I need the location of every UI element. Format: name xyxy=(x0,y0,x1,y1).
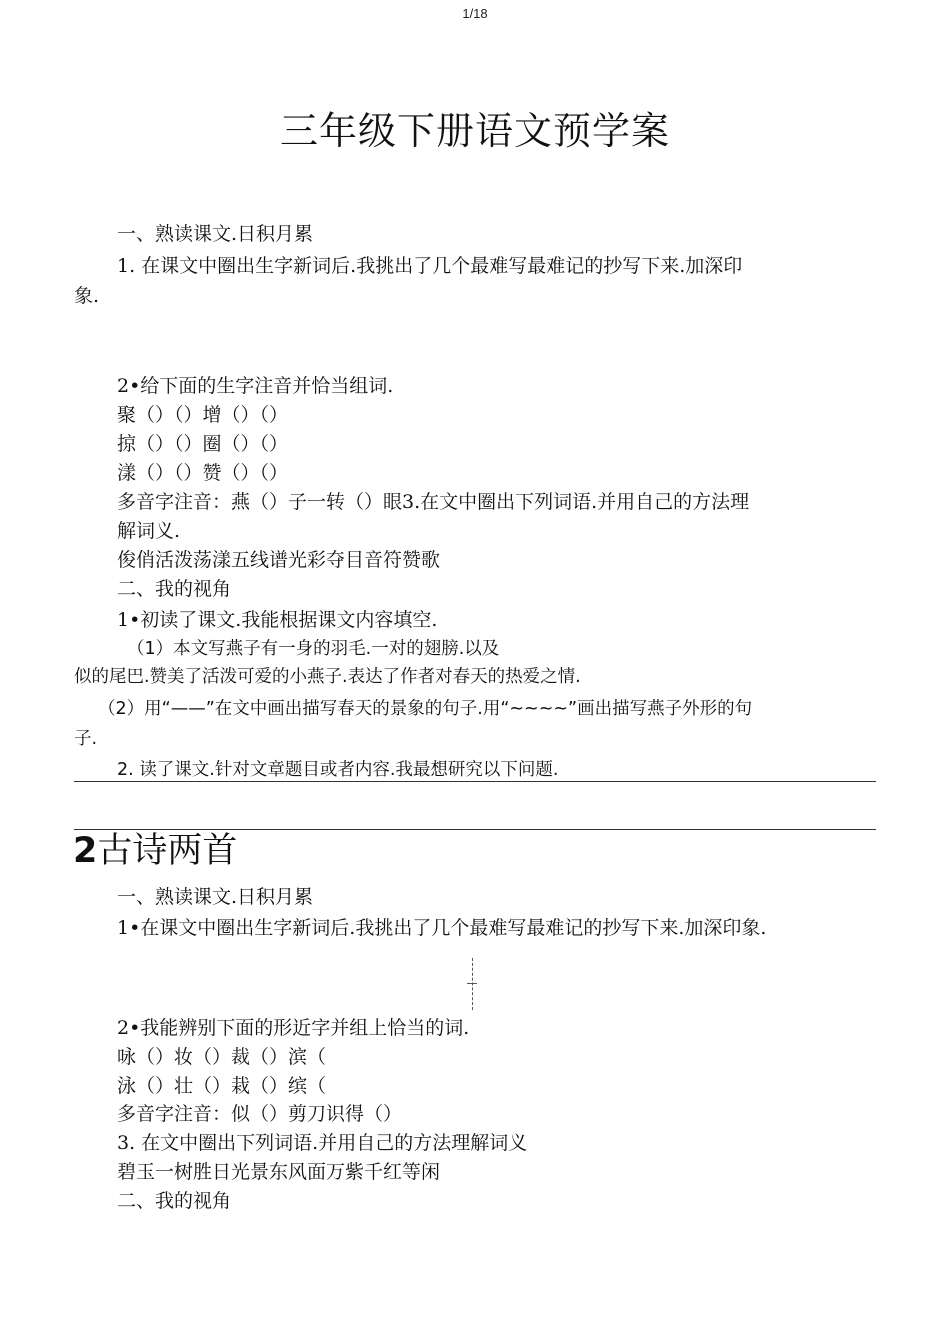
answer-line xyxy=(74,781,876,782)
lesson-2-polyphone: 多音字注音：似（）剪刀识得（） xyxy=(117,1103,403,1125)
dashed-divider-tick xyxy=(467,983,477,984)
section-heading-reading: 一、熟读课文.日积月累 xyxy=(117,223,314,245)
view-question-2: 2. 读了课文.针对文章题目或者内容.我最想研究以下问题. xyxy=(117,760,559,780)
fill-blank-1-line-1: （1）本文写燕子有一身的羽毛.一对的翅膀.以及 xyxy=(127,639,500,659)
lesson-2-section-heading-view: 二、我的视角 xyxy=(117,1190,232,1212)
polyphone-line-2: 解词义. xyxy=(117,520,181,542)
lesson-2-question-1: 1•在课文中圈出生字新词后.我挑出了几个最难写最难记的抄写下来.加深印象. xyxy=(117,917,767,939)
section-heading-view: 二、我的视角 xyxy=(117,578,232,600)
lesson-2-question-2: 2•我能辨别下面的形近字并组上恰当的词. xyxy=(117,1017,470,1039)
page-title: 三年级下册语文预学案 xyxy=(279,109,670,153)
question-1-line-1: 1. 在课文中圈出生字新词后.我挑出了几个最难写最难记的抄写下来.加深印 xyxy=(117,255,743,277)
char-row-1: 聚（）（）增（）（） xyxy=(117,404,289,426)
lesson-2-section-heading-reading: 一、熟读课文.日积月累 xyxy=(117,886,314,908)
lesson-2-number: 2 xyxy=(73,831,98,871)
question-2: 2•给下面的生字注音并恰当组词. xyxy=(117,375,394,397)
word-list: 俊俏活泼荡漾五线谱光彩夺目音符赞歌 xyxy=(117,549,441,571)
char-row-2: 掠（）（）圈（）（） xyxy=(117,433,289,455)
polyphone-line-1: 多音字注音：燕（）子一转（）眼3.在文中圈出下列词语.并用自己的方法理 xyxy=(117,491,750,513)
lesson-2-heading xyxy=(73,828,237,874)
lesson-2-question-3: 3. 在文中圈出下列词语.并用自己的方法理解词义 xyxy=(117,1132,528,1154)
lesson-2-title: 古诗两首 xyxy=(97,831,238,871)
char-row-3: 漾（）（）赞（）（） xyxy=(117,462,289,484)
fill-blank-2-line-1: （2）用“——”在文中画出描写春天的景象的句子.用“~~~~”画出描写燕子外形的句 xyxy=(98,699,753,719)
lesson-2-char-row-1: 咏（）妆（）裁（）滨（ xyxy=(117,1046,327,1068)
lesson-2-char-row-2: 泳（）壮（）栽（）缤（ xyxy=(117,1075,327,1097)
question-1-line-2: 象. xyxy=(74,285,100,307)
fill-blank-2-line-2: 子. xyxy=(74,729,98,749)
page-number: 1/18 xyxy=(462,6,488,21)
dashed-divider xyxy=(472,958,473,1010)
view-question-1: 1•初读了课文.我能根据课文内容填空. xyxy=(117,609,438,631)
lesson-2-word-list: 碧玉一树胜日光景东风面万紫千红等闲 xyxy=(117,1161,441,1183)
fill-blank-1-line-2: 似的尾巴.赞美了活泼可爱的小燕子.表达了作者对春天的热爱之情. xyxy=(74,667,581,687)
